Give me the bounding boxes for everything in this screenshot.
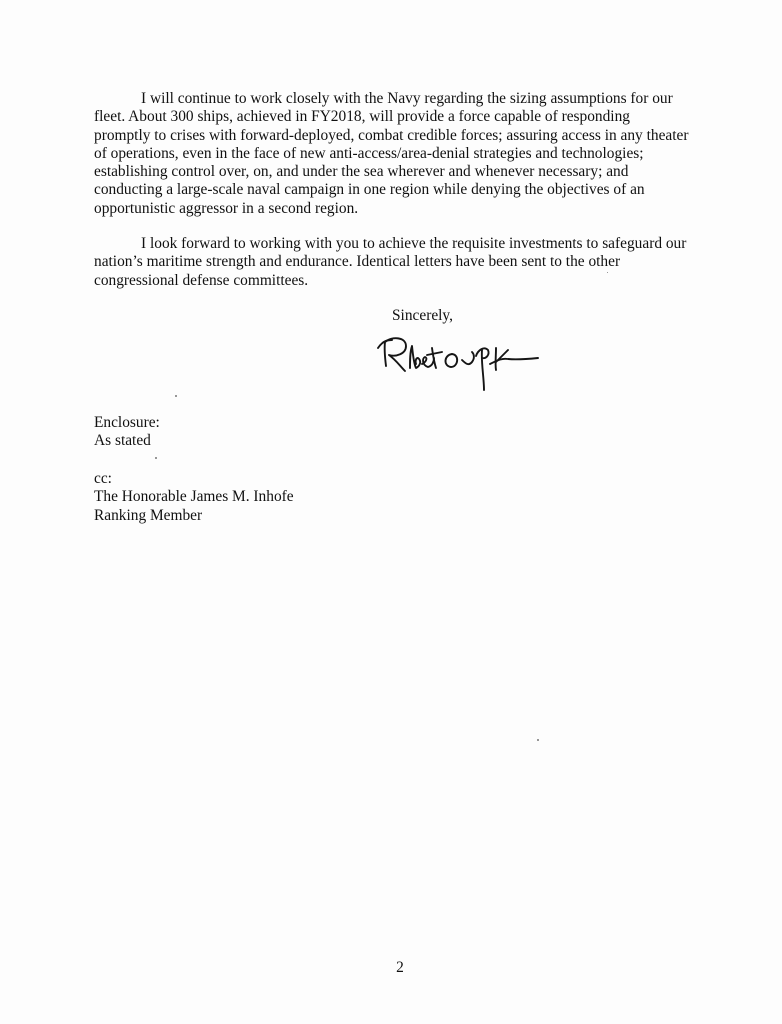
closing-salutation: Sincerely,	[392, 307, 453, 324]
scan-speck	[537, 739, 539, 741]
paragraph-line: establishing control over, on, and under the sea wherever and whenever necessary; and	[94, 163, 629, 181]
cc-recipient-name: The Honorable James M. Inhofe	[94, 488, 294, 506]
scan-speck	[607, 272, 608, 273]
paragraph-line: congressional defense committees.	[94, 271, 309, 289]
paragraph-line: conducting a large-scale naval campaign in one region while denying the objectives of an	[94, 181, 645, 199]
scan-speck	[175, 395, 177, 397]
paragraph-line: I look forward to working with you to achieve the requisite investments to safeguard our	[141, 235, 687, 252]
paragraph-line: fleet. About 300 ships, achieved in FY2018, will provide a force capable of responding	[94, 108, 630, 126]
paragraph-line: nation’s maritime strength and endurance. Identical letters have been sent to the other	[94, 253, 621, 271]
handwritten-signature	[372, 328, 552, 394]
paragraph-line: promptly to crises with forward-deployed, combat credible forces; assuring access in any theater	[94, 126, 689, 144]
enclosure-block	[94, 414, 160, 451]
cc-recipient-title: Ranking Member	[94, 506, 203, 524]
paragraph-line: opportunistic aggressor in a second region.	[94, 199, 359, 217]
page-number: 2	[396, 959, 404, 976]
paragraph-line: I will continue to work closely with the Navy regarding the sizing assumptions for our	[141, 90, 673, 107]
cc-block	[94, 470, 294, 525]
body-paragraph-investments	[94, 235, 696, 290]
cc-label: cc:	[94, 470, 112, 487]
enclosure-label: Enclosure:	[94, 414, 160, 431]
scan-speck	[155, 457, 157, 459]
paragraph-line: of operations, even in the face of new anti-access/area-denial strategies and technologies;	[94, 144, 644, 162]
body-paragraph-sizing	[94, 90, 696, 218]
enclosure-value: As stated	[94, 432, 151, 450]
